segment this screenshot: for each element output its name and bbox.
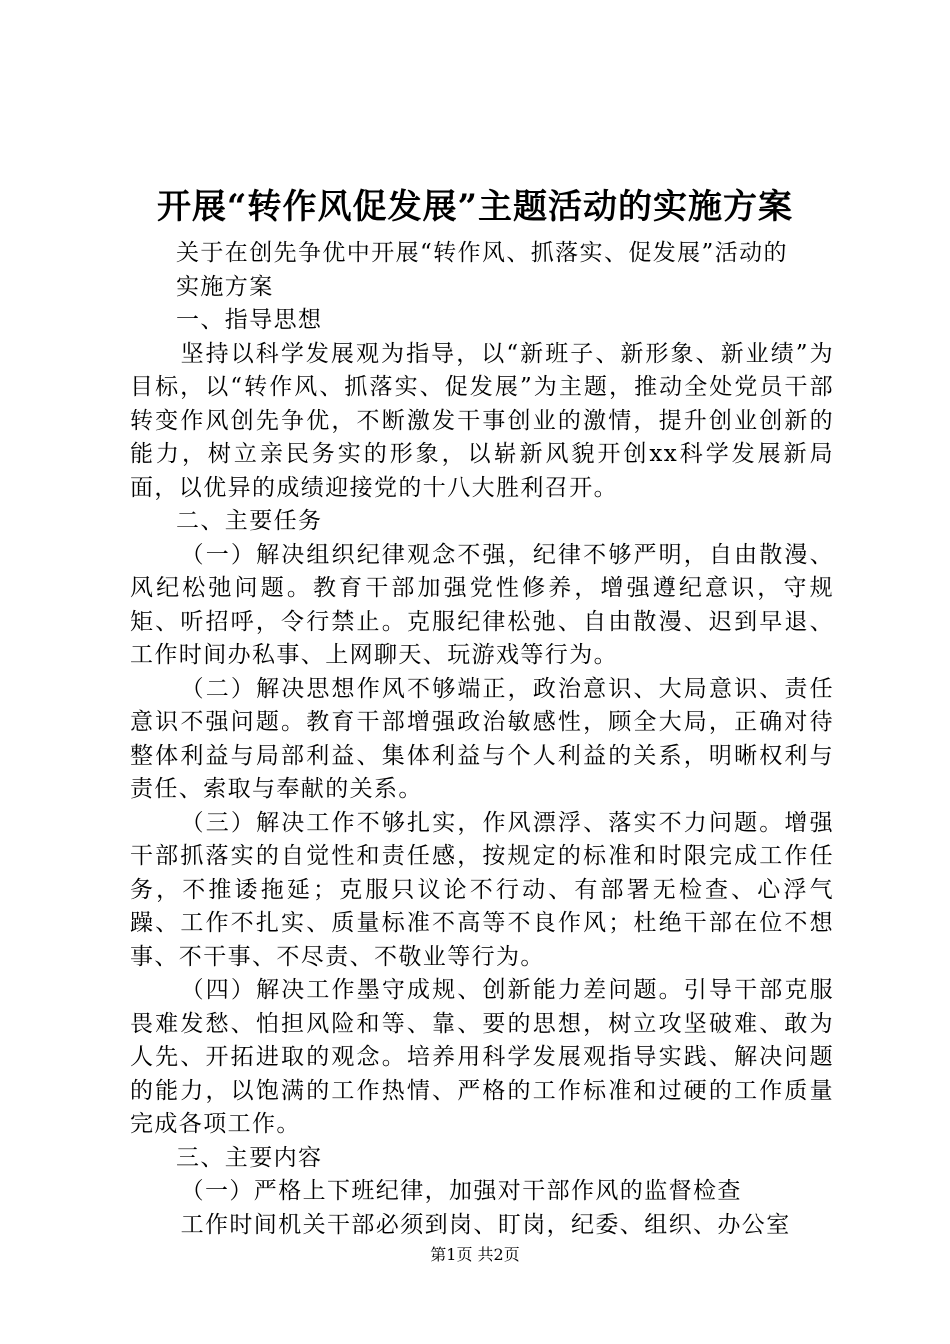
document-title: 开展“转作风促发展”主题活动的实施方案 [156,187,794,227]
document-body [130,237,834,1242]
subsection-heading: （一）严格上下班纪律，加强对干部作风的监督检查 [180,1178,742,1204]
paragraph-guiding-ideology: 坚持以科学发展观为指导，以“新班子、新形象、新业绩”为目标，以“转作风、抓落实、促发展”为主题，推动全处党员干部转变作风创先争优，不断激发干事创业的激情，提升创业创新的能力，树立亲民务实的形象，以崭新风貌开创xx科学发展新局面，以优异的成绩迎接党的十八大胜利召开。 [130,340,834,501]
section-heading-2: 二、主要任务 [176,508,323,534]
intro-line: 关于在创先争优中开展“转作风、抓落实、促发展”活动的 [176,240,788,266]
paragraph-task-1: （一）解决组织纪律观念不强，纪律不够严明，自由散漫、风纪松弛问题。教育干部加强党性修养，增强遵纪意识，守规矩、听招呼，令行禁止。克服纪律松弛、自由散漫、迟到早退、工作时间办私事、上网聊天、玩游戏等行为。 [130,541,834,668]
paragraph-task-2: （二）解决思想作风不够端正，政治意识、大局意识、责任意识不强问题。教育干部增强政治敏感性，顾全大局，正确对待整体利益与局部利益、集体利益与个人利益的关系，明晰权利与责任、索取与奉献的关系。 [130,675,834,802]
paragraph-task-3: （三）解决工作不够扎实，作风漂浮、落实不力问题。增强干部抓落实的自觉性和责任感，按规定的标准和时限完成工作任务，不推诿拖延；克服只议论不行动、有部署无检查、心浮气躁、工作不扎实、质量标准不高等不良作风；杜绝干部在位不想事、不干事、不尽责、不敬业等行为。 [130,809,834,970]
section-heading-3: 三、主要内容 [176,1144,323,1171]
paragraph-task-4: （四）解决工作墨守成规、创新能力差问题。引导干部克服畏难发愁、怕担风险和等、靠、要的思想，树立攻坚破难、敢为人先、开拓进取的观念。培养用科学发展观指导实践、解决问题的能力，以饱满的工作热情、严格的工作标准和过硬的工作质量完成各项工作。 [130,977,834,1137]
subtitle-line: 实施方案 [176,273,274,300]
section-heading-1: 一、指导思想 [176,307,323,333]
page-number: 第1页 共2页 [430,1245,520,1264]
paragraph-content-1: 工作时间机关干部必须到岗、盯岗，纪委、组织、办公室 [180,1211,791,1238]
